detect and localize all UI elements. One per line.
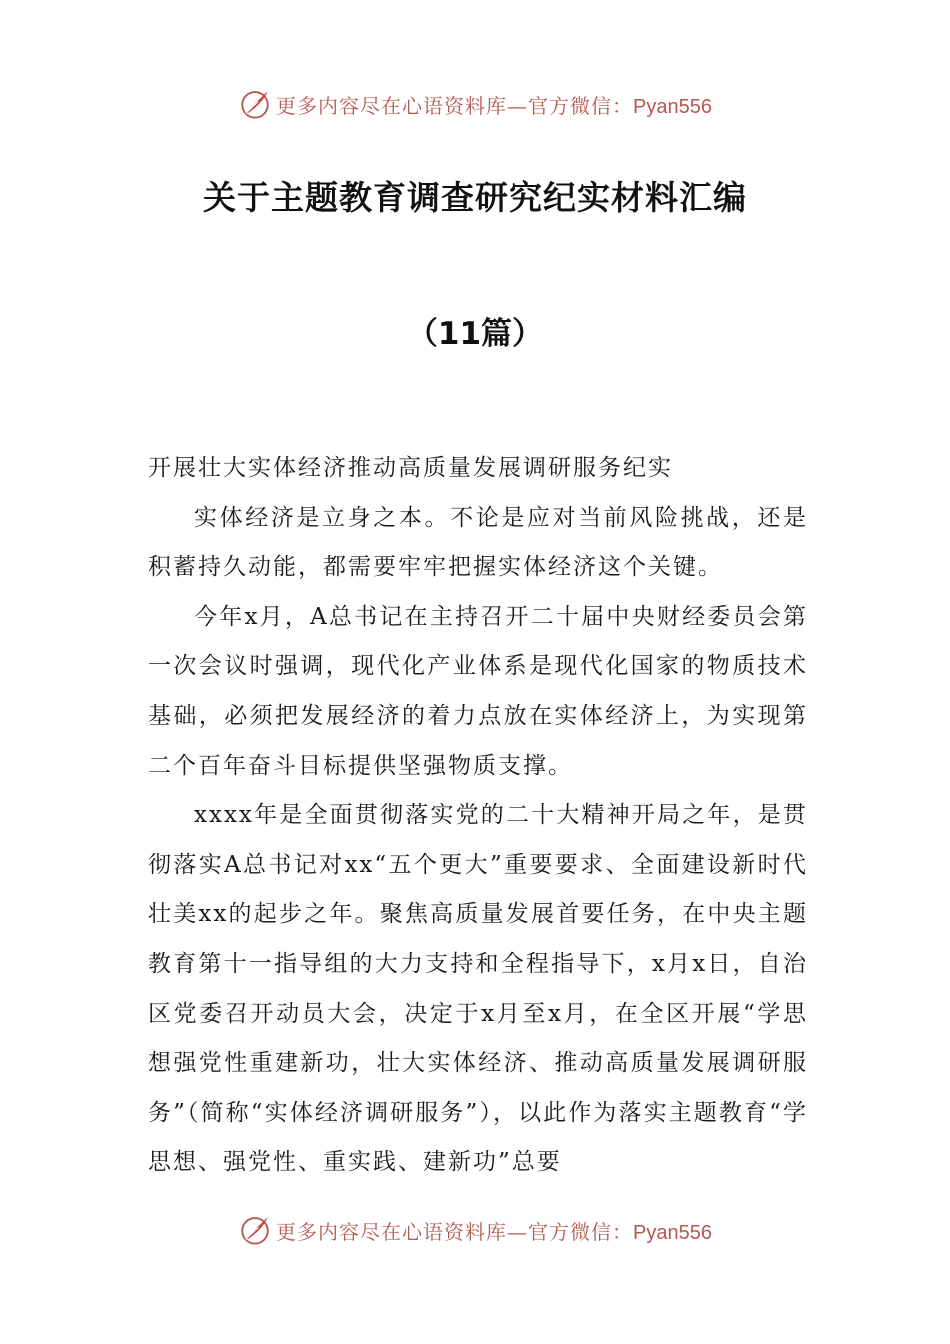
document-body	[148, 444, 808, 1188]
watermark-text: 更多内容尽在心语资料库—官方微信：Pyan556	[276, 1219, 712, 1244]
feather-pen-circle-icon	[238, 1213, 272, 1247]
feather-pen-circle-icon	[238, 87, 272, 121]
document-subtitle: （11篇）	[406, 316, 544, 352]
body-paragraph: 实体经济是立身之本。不论是应对当前风险挑战，还是积蓄持久动能，都需要牢牢把握实体经济这个关键。	[148, 504, 808, 581]
watermark-header	[0, 84, 950, 124]
body-paragraph: 今年x月，A总书记在主持召开二十届中央财经委员会第一次会议时强调，现代化产业体系是现代化国家的物质技术基础，必须把发展经济的着力点放在实体经济上，为实现第二个百年奋斗目标提供坚强物质支撑。	[148, 603, 808, 779]
section-heading: 开展壮大实体经济推动高质量发展调研服务纪实	[148, 455, 673, 481]
watermark-footer	[0, 1210, 950, 1250]
watermark-text: 更多内容尽在心语资料库—官方微信：Pyan556	[276, 93, 712, 118]
document-title: 关于主题教育调查研究纪实材料汇编	[203, 178, 747, 217]
body-paragraph: xxxx年是全面贯彻落实党的二十大精神开局之年，是贯彻落实A总书记对xx“五个更大”重要要求、全面建设新时代壮美xx的起步之年。聚焦高质量发展首要任务，在中央主题教育第十一指导组的大力支持和全程指导下，x月x日，自治区党委召开动员大会，决定于x月至x月，在全区开展“学思想强党性重建新功，壮大实体经济、推动高质量发展调研服务”（简称“实体经济调研服务”），以此作为落实主题教育“学思想、强党性、重实践、建新功”总要	[148, 802, 808, 1176]
